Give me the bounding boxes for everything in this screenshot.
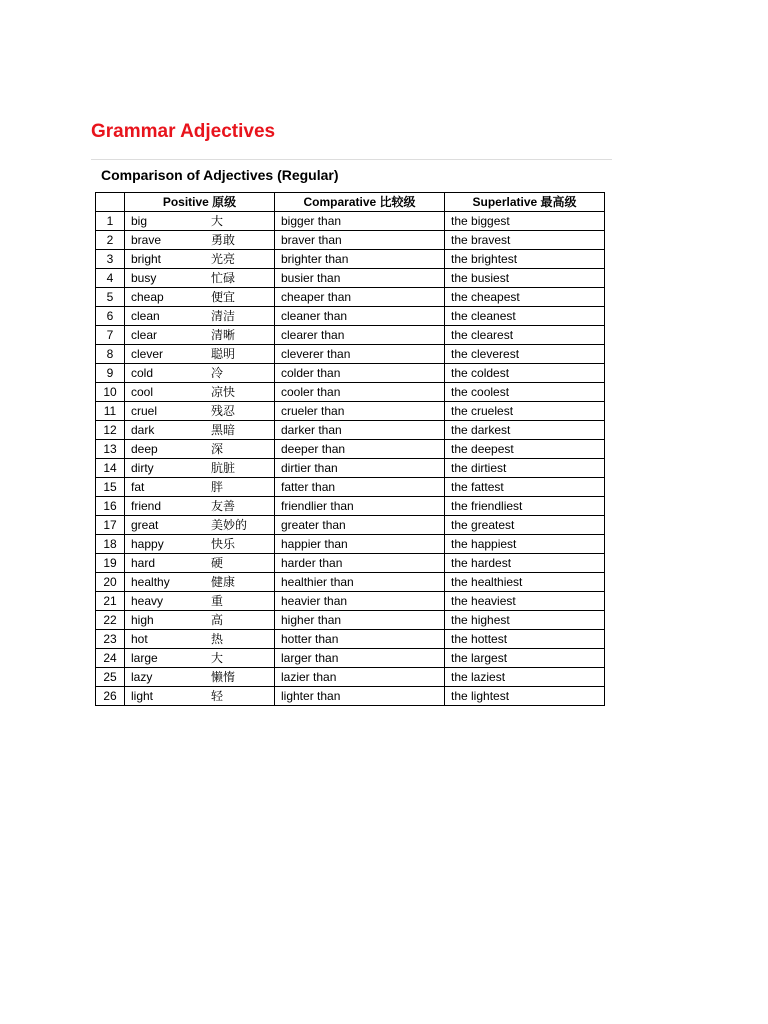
positive-word: dark bbox=[131, 423, 155, 437]
superlative-cell: the laziest bbox=[445, 668, 605, 687]
header-number bbox=[96, 193, 125, 212]
positive-cell bbox=[125, 212, 275, 231]
table-row bbox=[96, 611, 605, 630]
positive-chinese: 大 bbox=[211, 214, 224, 228]
positive-word: cheap bbox=[131, 290, 164, 304]
positive-cell bbox=[125, 402, 275, 421]
table-row bbox=[96, 497, 605, 516]
positive-cell bbox=[125, 459, 275, 478]
positive-chinese: 黑暗 bbox=[211, 423, 236, 437]
row-number: 20 bbox=[96, 573, 125, 592]
table-row bbox=[96, 668, 605, 687]
superlative-cell: the cruelest bbox=[445, 402, 605, 421]
positive-chinese: 残忍 bbox=[211, 404, 236, 418]
positive-word: cruel bbox=[131, 404, 158, 418]
superlative-cell: the happiest bbox=[445, 535, 605, 554]
superlative-cell: the dirtiest bbox=[445, 459, 605, 478]
table-row bbox=[96, 554, 605, 573]
table-row bbox=[96, 421, 605, 440]
positive-chinese: 高 bbox=[211, 613, 224, 627]
comparative-cell: friendlier than bbox=[275, 497, 445, 516]
superlative-cell: the coolest bbox=[445, 383, 605, 402]
comparative-cell: lighter than bbox=[275, 687, 445, 706]
positive-word: cold bbox=[131, 366, 154, 380]
superlative-cell: the cheapest bbox=[445, 288, 605, 307]
positive-word: bright bbox=[131, 252, 162, 266]
row-number: 24 bbox=[96, 649, 125, 668]
row-number: 4 bbox=[96, 269, 125, 288]
positive-cell bbox=[125, 250, 275, 269]
comparative-cell: harder than bbox=[275, 554, 445, 573]
row-number: 3 bbox=[96, 250, 125, 269]
row-number: 25 bbox=[96, 668, 125, 687]
table-row bbox=[96, 687, 605, 706]
positive-word: deep bbox=[131, 442, 158, 456]
superlative-cell: the coldest bbox=[445, 364, 605, 383]
superlative-cell: the cleverest bbox=[445, 345, 605, 364]
table-row bbox=[96, 478, 605, 497]
row-number: 12 bbox=[96, 421, 125, 440]
table-row bbox=[96, 516, 605, 535]
row-number: 17 bbox=[96, 516, 125, 535]
table-row bbox=[96, 592, 605, 611]
comparative-cell: crueler than bbox=[275, 402, 445, 421]
adjectives-table bbox=[95, 192, 605, 706]
positive-chinese: 大 bbox=[211, 651, 224, 665]
positive-chinese: 冷 bbox=[211, 366, 224, 380]
page-title: Grammar Adjectives bbox=[91, 121, 276, 142]
superlative-cell: the fattest bbox=[445, 478, 605, 497]
comparative-cell: cleaner than bbox=[275, 307, 445, 326]
comparative-cell: busier than bbox=[275, 269, 445, 288]
positive-cell bbox=[125, 383, 275, 402]
superlative-cell: the friendliest bbox=[445, 497, 605, 516]
positive-word: busy bbox=[131, 271, 157, 285]
positive-cell bbox=[125, 307, 275, 326]
superlative-cell: the bravest bbox=[445, 231, 605, 250]
positive-cell bbox=[125, 516, 275, 535]
superlative-cell: the largest bbox=[445, 649, 605, 668]
positive-chinese: 健康 bbox=[211, 575, 236, 589]
comparative-cell: cleverer than bbox=[275, 345, 445, 364]
table-row bbox=[96, 402, 605, 421]
comparative-cell: hotter than bbox=[275, 630, 445, 649]
table-row bbox=[96, 307, 605, 326]
title-divider bbox=[91, 159, 612, 160]
row-number: 11 bbox=[96, 402, 125, 421]
positive-word: brave bbox=[131, 233, 162, 247]
row-number: 19 bbox=[96, 554, 125, 573]
comparative-cell: darker than bbox=[275, 421, 445, 440]
table-title: Comparison of Adjectives (Regular) bbox=[101, 167, 339, 183]
positive-word: high bbox=[131, 613, 154, 627]
row-number: 2 bbox=[96, 231, 125, 250]
row-number: 13 bbox=[96, 440, 125, 459]
header-superlative: Superlative 最高级 bbox=[445, 193, 605, 212]
positive-cell bbox=[125, 478, 275, 497]
table-row bbox=[96, 630, 605, 649]
positive-chinese: 硬 bbox=[211, 556, 224, 570]
positive-chinese: 肮脏 bbox=[211, 461, 236, 475]
superlative-cell: the heaviest bbox=[445, 592, 605, 611]
positive-cell bbox=[125, 573, 275, 592]
positive-chinese: 友善 bbox=[211, 499, 236, 513]
positive-chinese: 忙碌 bbox=[211, 271, 236, 285]
positive-word: great bbox=[131, 518, 159, 532]
positive-chinese: 快乐 bbox=[211, 537, 236, 551]
positive-word: friend bbox=[131, 499, 162, 513]
superlative-cell: the hottest bbox=[445, 630, 605, 649]
positive-chinese: 凉快 bbox=[211, 385, 236, 399]
table-row bbox=[96, 440, 605, 459]
table-body bbox=[96, 212, 605, 706]
positive-cell bbox=[125, 364, 275, 383]
positive-cell bbox=[125, 611, 275, 630]
comparative-cell: lazier than bbox=[275, 668, 445, 687]
table-row bbox=[96, 250, 605, 269]
comparative-cell: greater than bbox=[275, 516, 445, 535]
positive-chinese: 热 bbox=[211, 632, 224, 646]
comparative-cell: cheaper than bbox=[275, 288, 445, 307]
table-row bbox=[96, 269, 605, 288]
row-number: 26 bbox=[96, 687, 125, 706]
positive-chinese: 轻 bbox=[211, 689, 224, 703]
positive-chinese: 清洁 bbox=[211, 309, 236, 323]
positive-cell bbox=[125, 535, 275, 554]
positive-chinese: 懒惰 bbox=[211, 670, 236, 684]
positive-cell bbox=[125, 345, 275, 364]
positive-cell bbox=[125, 592, 275, 611]
superlative-cell: the healthiest bbox=[445, 573, 605, 592]
positive-cell bbox=[125, 269, 275, 288]
table-row bbox=[96, 364, 605, 383]
positive-chinese: 美妙的 bbox=[211, 518, 248, 532]
table-row bbox=[96, 288, 605, 307]
positive-cell bbox=[125, 288, 275, 307]
superlative-cell: the highest bbox=[445, 611, 605, 630]
table-row bbox=[96, 649, 605, 668]
positive-word: big bbox=[131, 214, 148, 228]
comparative-cell: fatter than bbox=[275, 478, 445, 497]
table-row bbox=[96, 212, 605, 231]
row-number: 7 bbox=[96, 326, 125, 345]
row-number: 14 bbox=[96, 459, 125, 478]
superlative-cell: the darkest bbox=[445, 421, 605, 440]
positive-word: light bbox=[131, 689, 154, 703]
row-number: 9 bbox=[96, 364, 125, 383]
positive-chinese: 聪明 bbox=[211, 347, 236, 361]
positive-word: large bbox=[131, 651, 158, 665]
comparative-cell: deeper than bbox=[275, 440, 445, 459]
comparative-cell: brighter than bbox=[275, 250, 445, 269]
header-positive: Positive 原级 bbox=[125, 193, 275, 212]
comparative-cell: colder than bbox=[275, 364, 445, 383]
row-number: 15 bbox=[96, 478, 125, 497]
row-number: 8 bbox=[96, 345, 125, 364]
positive-word: lazy bbox=[131, 670, 153, 684]
row-number: 21 bbox=[96, 592, 125, 611]
positive-chinese: 勇敢 bbox=[211, 233, 236, 247]
comparative-cell: happier than bbox=[275, 535, 445, 554]
positive-cell bbox=[125, 649, 275, 668]
comparative-cell: heavier than bbox=[275, 592, 445, 611]
table-row bbox=[96, 459, 605, 478]
positive-word: heavy bbox=[131, 594, 164, 608]
superlative-cell: the clearest bbox=[445, 326, 605, 345]
positive-word: clever bbox=[131, 347, 164, 361]
row-number: 5 bbox=[96, 288, 125, 307]
table-row bbox=[96, 231, 605, 250]
comparative-cell: higher than bbox=[275, 611, 445, 630]
positive-cell bbox=[125, 630, 275, 649]
superlative-cell: the cleanest bbox=[445, 307, 605, 326]
table-row bbox=[96, 383, 605, 402]
superlative-cell: the busiest bbox=[445, 269, 605, 288]
positive-chinese: 重 bbox=[211, 594, 224, 608]
positive-cell bbox=[125, 668, 275, 687]
comparative-cell: bigger than bbox=[275, 212, 445, 231]
superlative-cell: the brightest bbox=[445, 250, 605, 269]
row-number: 22 bbox=[96, 611, 125, 630]
comparative-cell: cooler than bbox=[275, 383, 445, 402]
superlative-cell: the biggest bbox=[445, 212, 605, 231]
row-number: 1 bbox=[96, 212, 125, 231]
positive-cell bbox=[125, 440, 275, 459]
positive-cell bbox=[125, 687, 275, 706]
positive-cell bbox=[125, 231, 275, 250]
positive-word: fat bbox=[131, 480, 145, 494]
table-row bbox=[96, 326, 605, 345]
positive-chinese: 光亮 bbox=[211, 252, 236, 266]
row-number: 18 bbox=[96, 535, 125, 554]
positive-chinese: 清晰 bbox=[211, 328, 236, 342]
positive-cell bbox=[125, 421, 275, 440]
positive-word: happy bbox=[131, 537, 164, 551]
positive-cell bbox=[125, 497, 275, 516]
positive-cell bbox=[125, 326, 275, 345]
superlative-cell: the deepest bbox=[445, 440, 605, 459]
positive-word: hot bbox=[131, 632, 148, 646]
comparative-cell: braver than bbox=[275, 231, 445, 250]
table-header-row bbox=[96, 193, 605, 212]
positive-chinese: 便宜 bbox=[211, 290, 236, 304]
positive-chinese: 深 bbox=[211, 442, 224, 456]
superlative-cell: the greatest bbox=[445, 516, 605, 535]
positive-word: cool bbox=[131, 385, 154, 399]
superlative-cell: the lightest bbox=[445, 687, 605, 706]
row-number: 6 bbox=[96, 307, 125, 326]
header-comparative: Comparative 比较级 bbox=[275, 193, 445, 212]
superlative-cell: the hardest bbox=[445, 554, 605, 573]
positive-cell bbox=[125, 554, 275, 573]
positive-word: hard bbox=[131, 556, 156, 570]
table-row bbox=[96, 345, 605, 364]
table-row bbox=[96, 535, 605, 554]
comparative-cell: clearer than bbox=[275, 326, 445, 345]
row-number: 23 bbox=[96, 630, 125, 649]
positive-word: dirty bbox=[131, 461, 154, 475]
table-row bbox=[96, 573, 605, 592]
positive-word: clean bbox=[131, 309, 160, 323]
comparative-cell: healthier than bbox=[275, 573, 445, 592]
row-number: 10 bbox=[96, 383, 125, 402]
comparative-cell: dirtier than bbox=[275, 459, 445, 478]
positive-word: clear bbox=[131, 328, 158, 342]
row-number: 16 bbox=[96, 497, 125, 516]
comparative-cell: larger than bbox=[275, 649, 445, 668]
positive-chinese: 胖 bbox=[211, 480, 224, 494]
positive-word: healthy bbox=[131, 575, 170, 589]
